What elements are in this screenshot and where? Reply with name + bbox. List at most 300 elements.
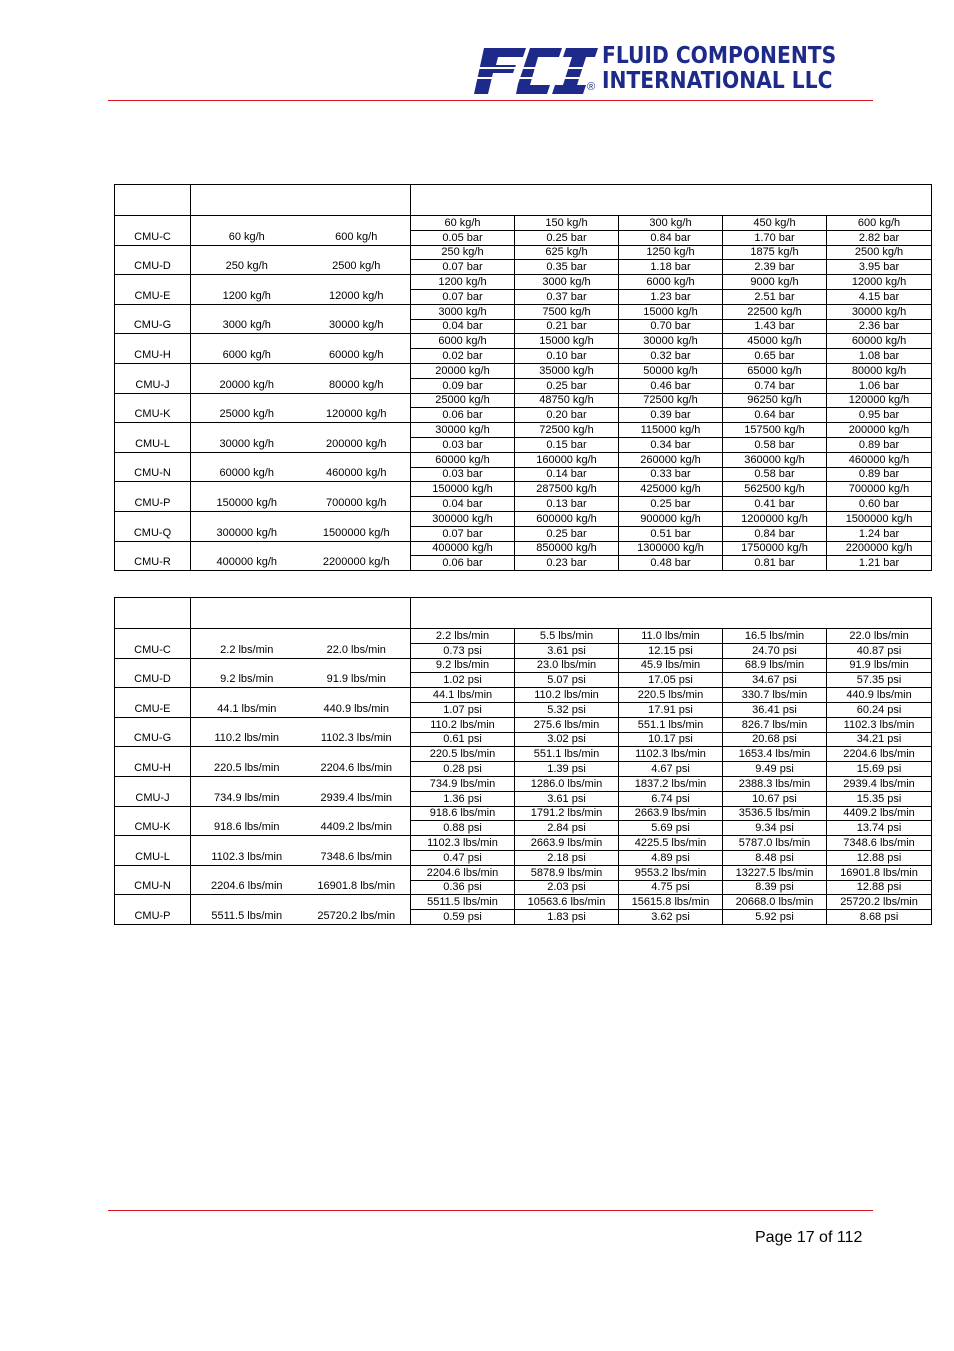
max-flow-cell: 1500000 kg/h bbox=[303, 511, 411, 541]
flow-rate-cell: 45000 kg/h bbox=[723, 334, 827, 349]
pressure-drop-cell: 0.39 bar bbox=[619, 408, 723, 423]
pressure-drop-cell: 0.47 psi bbox=[411, 850, 515, 865]
model-cell: CMU-C bbox=[115, 629, 191, 659]
max-flow-cell: 25720.2 lbs/min bbox=[303, 895, 411, 925]
flow-rate-cell: 13227.5 lbs/min bbox=[723, 865, 827, 880]
flow-rate-cell: 6000 kg/h bbox=[619, 275, 723, 290]
pressure-drop-cell: 0.20 bar bbox=[515, 408, 619, 423]
pressure-drop-cell: 1.43 bar bbox=[723, 319, 827, 334]
flow-rate-cell: 3536.5 lbs/min bbox=[723, 806, 827, 821]
flow-rate-cell: 80000 kg/h bbox=[827, 363, 932, 378]
flow-rate-cell: 5787.0 lbs/min bbox=[723, 836, 827, 851]
min-flow-cell: 1200 kg/h bbox=[191, 275, 303, 305]
model-cell: CMU-E bbox=[115, 688, 191, 718]
pressure-drop-cell: 0.58 bar bbox=[723, 437, 827, 452]
flow-rate-cell: 3000 kg/h bbox=[515, 275, 619, 290]
pressure-drop-cell: 0.51 bar bbox=[619, 526, 723, 541]
flow-rate-cell: 1102.3 lbs/min bbox=[411, 836, 515, 851]
model-cell: CMU-J bbox=[115, 363, 191, 393]
flow-rate-cell: 11.0 lbs/min bbox=[619, 629, 723, 644]
pressure-drop-cell: 0.02 bar bbox=[411, 349, 515, 364]
pressure-drop-cell: 0.37 bar bbox=[515, 289, 619, 304]
table-row-flow bbox=[115, 482, 932, 497]
flow-rate-cell: 4225.5 lbs/min bbox=[619, 836, 723, 851]
table-row-flow bbox=[115, 629, 932, 644]
pressure-drop-cell: 0.25 bar bbox=[619, 497, 723, 512]
pressure-drop-cell: 5.32 psi bbox=[515, 702, 619, 717]
flow-rate-cell: 25000 kg/h bbox=[411, 393, 515, 408]
flow-rate-cell: 1250 kg/h bbox=[619, 245, 723, 260]
flow-rate-cell: 562500 kg/h bbox=[723, 482, 827, 497]
flow-rate-cell: 850000 kg/h bbox=[515, 541, 619, 556]
header-cell-pressure-drop bbox=[411, 598, 932, 629]
flow-rate-cell: 1102.3 lbs/min bbox=[827, 717, 932, 732]
table-row-flow bbox=[115, 541, 932, 556]
flow-rate-cell: 15000 kg/h bbox=[619, 304, 723, 319]
pressure-drop-cell: 0.81 bar bbox=[723, 556, 827, 571]
flow-rate-cell: 68.9 lbs/min bbox=[723, 658, 827, 673]
model-cell: CMU-D bbox=[115, 245, 191, 275]
pressure-drop-cell: 2.18 psi bbox=[515, 850, 619, 865]
table-row-flow bbox=[115, 511, 932, 526]
flow-rate-cell: 275.6 lbs/min bbox=[515, 717, 619, 732]
pressure-drop-cell: 0.84 bar bbox=[619, 230, 723, 245]
model-cell: CMU-L bbox=[115, 836, 191, 866]
flow-rate-cell: 600000 kg/h bbox=[515, 511, 619, 526]
pressure-drop-cell: 0.73 psi bbox=[411, 643, 515, 658]
min-flow-cell: 734.9 lbs/min bbox=[191, 776, 303, 806]
model-cell: CMU-K bbox=[115, 806, 191, 836]
flow-rate-cell: 120000 kg/h bbox=[827, 393, 932, 408]
flow-rate-cell: 30000 kg/h bbox=[619, 334, 723, 349]
max-flow-cell: 2200000 kg/h bbox=[303, 541, 411, 571]
header-cell-pressure-drop bbox=[411, 185, 932, 216]
model-cell: CMU-C bbox=[115, 216, 191, 246]
flow-rate-cell: 3000 kg/h bbox=[411, 304, 515, 319]
pressure-drop-cell: 1.21 bar bbox=[827, 556, 932, 571]
table-row-flow bbox=[115, 452, 932, 467]
flow-rate-cell: 115000 kg/h bbox=[619, 423, 723, 438]
header-cell-min bbox=[191, 598, 303, 629]
table-row-flow bbox=[115, 806, 932, 821]
pressure-drop-cell: 0.48 bar bbox=[619, 556, 723, 571]
min-flow-cell: 3000 kg/h bbox=[191, 304, 303, 334]
pressure-drop-cell: 4.15 bar bbox=[827, 289, 932, 304]
flow-rate-cell: 1300000 kg/h bbox=[619, 541, 723, 556]
pressure-drop-cell: 1.36 psi bbox=[411, 791, 515, 806]
pressure-drop-cell: 0.65 bar bbox=[723, 349, 827, 364]
model-cell: CMU-J bbox=[115, 776, 191, 806]
pressure-drop-cell: 12.88 psi bbox=[827, 880, 932, 895]
max-flow-cell: 2500 kg/h bbox=[303, 245, 411, 275]
flow-rate-cell: 1875 kg/h bbox=[723, 245, 827, 260]
pressure-drop-cell: 10.67 psi bbox=[723, 791, 827, 806]
pressure-drop-cell: 36.41 psi bbox=[723, 702, 827, 717]
flow-rate-cell: 16901.8 lbs/min bbox=[827, 865, 932, 880]
flow-rate-cell: 110.2 lbs/min bbox=[411, 717, 515, 732]
flow-rate-cell: 35000 kg/h bbox=[515, 363, 619, 378]
flow-rate-cell: 2204.6 lbs/min bbox=[411, 865, 515, 880]
pressure-drop-cell: 0.04 bar bbox=[411, 319, 515, 334]
header-rule bbox=[108, 100, 873, 101]
flow-rate-cell: 7348.6 lbs/min bbox=[827, 836, 932, 851]
max-flow-cell: 120000 kg/h bbox=[303, 393, 411, 423]
flow-rate-cell: 110.2 lbs/min bbox=[515, 688, 619, 703]
flow-rate-cell: 6000 kg/h bbox=[411, 334, 515, 349]
min-flow-cell: 250 kg/h bbox=[191, 245, 303, 275]
flow-rate-cell: 15000 kg/h bbox=[515, 334, 619, 349]
header-cell-model bbox=[115, 185, 191, 216]
flow-rate-cell: 1837.2 lbs/min bbox=[619, 776, 723, 791]
table-row-flow bbox=[115, 836, 932, 851]
pressure-drop-cell: 1.06 bar bbox=[827, 378, 932, 393]
pressure-drop-cell: 0.60 bar bbox=[827, 497, 932, 512]
min-flow-cell: 220.5 lbs/min bbox=[191, 747, 303, 777]
max-flow-cell: 30000 kg/h bbox=[303, 304, 411, 334]
flow-rate-cell: 625 kg/h bbox=[515, 245, 619, 260]
min-flow-cell: 300000 kg/h bbox=[191, 511, 303, 541]
flow-rate-cell: 1200 kg/h bbox=[411, 275, 515, 290]
max-flow-cell: 80000 kg/h bbox=[303, 363, 411, 393]
flow-rate-cell: 5511.5 lbs/min bbox=[411, 895, 515, 910]
max-flow-cell: 1102.3 lbs/min bbox=[303, 717, 411, 747]
flow-rate-cell: 23.0 lbs/min bbox=[515, 658, 619, 673]
flow-rate-cell: 30000 kg/h bbox=[827, 304, 932, 319]
min-flow-cell: 150000 kg/h bbox=[191, 482, 303, 512]
flow-rate-cell: 2939.4 lbs/min bbox=[827, 776, 932, 791]
max-flow-cell: 440.9 lbs/min bbox=[303, 688, 411, 718]
table-row-flow bbox=[115, 363, 932, 378]
flow-rate-cell: 157500 kg/h bbox=[723, 423, 827, 438]
flow-rate-cell: 60 kg/h bbox=[411, 216, 515, 231]
table-row-flow bbox=[115, 393, 932, 408]
pressure-drop-cell: 1.39 psi bbox=[515, 762, 619, 777]
min-flow-cell: 1102.3 lbs/min bbox=[191, 836, 303, 866]
company-name-line2: INTERNATIONAL LLC bbox=[602, 68, 833, 94]
pressure-drop-cell: 0.89 bar bbox=[827, 467, 932, 482]
table-header-row bbox=[115, 185, 932, 216]
min-flow-cell: 9.2 lbs/min bbox=[191, 658, 303, 688]
pressure-drop-cell: 5.92 psi bbox=[723, 910, 827, 925]
registered-mark: ® bbox=[587, 81, 596, 93]
header-cell-model bbox=[115, 598, 191, 629]
flow-rate-cell: 2500 kg/h bbox=[827, 245, 932, 260]
pressure-drop-cell: 10.17 psi bbox=[619, 732, 723, 747]
max-flow-cell: 91.9 lbs/min bbox=[303, 658, 411, 688]
min-flow-cell: 110.2 lbs/min bbox=[191, 717, 303, 747]
pressure-drop-cell: 0.46 bar bbox=[619, 378, 723, 393]
flow-rate-cell: 220.5 lbs/min bbox=[619, 688, 723, 703]
pressure-drop-cell: 20.68 psi bbox=[723, 732, 827, 747]
pressure-drop-cell: 8.39 psi bbox=[723, 880, 827, 895]
pressure-drop-cell: 0.25 bar bbox=[515, 230, 619, 245]
flow-rate-cell: 2.2 lbs/min bbox=[411, 629, 515, 644]
pressure-drop-cell: 0.15 bar bbox=[515, 437, 619, 452]
max-flow-cell: 200000 kg/h bbox=[303, 423, 411, 453]
pressure-drop-cell: 1.02 psi bbox=[411, 673, 515, 688]
flow-rate-cell: 460000 kg/h bbox=[827, 452, 932, 467]
pressure-drop-cell: 12.15 psi bbox=[619, 643, 723, 658]
flow-rate-cell: 250 kg/h bbox=[411, 245, 515, 260]
pressure-drop-cell: 2.51 bar bbox=[723, 289, 827, 304]
company-name bbox=[602, 44, 836, 94]
flow-rate-cell: 4409.2 lbs/min bbox=[827, 806, 932, 821]
pressure-drop-cell: 0.14 bar bbox=[515, 467, 619, 482]
page-number: Page 17 of 112 bbox=[755, 1229, 863, 1246]
pressure-drop-cell: 0.89 bar bbox=[827, 437, 932, 452]
flow-rate-cell: 44.1 lbs/min bbox=[411, 688, 515, 703]
pressure-drop-cell: 3.61 psi bbox=[515, 643, 619, 658]
pressure-drop-cell: 0.04 bar bbox=[411, 497, 515, 512]
flow-rate-cell: 400000 kg/h bbox=[411, 541, 515, 556]
flow-rate-cell: 450 kg/h bbox=[723, 216, 827, 231]
pressure-drop-cell: 0.10 bar bbox=[515, 349, 619, 364]
pressure-drop-cell: 1.18 bar bbox=[619, 260, 723, 275]
model-cell: CMU-N bbox=[115, 452, 191, 482]
max-flow-cell: 600 kg/h bbox=[303, 216, 411, 246]
pressure-drop-cell: 0.35 bar bbox=[515, 260, 619, 275]
pressure-drop-cell: 5.69 psi bbox=[619, 821, 723, 836]
min-flow-cell: 44.1 lbs/min bbox=[191, 688, 303, 718]
model-cell: CMU-L bbox=[115, 423, 191, 453]
pressure-drop-cell: 8.68 psi bbox=[827, 910, 932, 925]
flow-rate-cell: 15615.8 lbs/min bbox=[619, 895, 723, 910]
pressure-drop-cell: 15.69 psi bbox=[827, 762, 932, 777]
pressure-drop-cell: 0.33 bar bbox=[619, 467, 723, 482]
flow-rate-cell: 200000 kg/h bbox=[827, 423, 932, 438]
pressure-drop-cell: 0.03 bar bbox=[411, 437, 515, 452]
table-row-flow bbox=[115, 334, 932, 349]
pressure-drop-cell: 34.67 psi bbox=[723, 673, 827, 688]
flow-rate-cell: 1286.0 lbs/min bbox=[515, 776, 619, 791]
pressure-drop-cell: 4.67 psi bbox=[619, 762, 723, 777]
flow-rate-cell: 9553.2 lbs/min bbox=[619, 865, 723, 880]
header-cell-max bbox=[303, 598, 411, 629]
max-flow-cell: 2939.4 lbs/min bbox=[303, 776, 411, 806]
pressure-drop-cell: 3.61 psi bbox=[515, 791, 619, 806]
imperial-pressure-drop-table bbox=[114, 597, 932, 925]
pressure-drop-cell: 0.07 bar bbox=[411, 289, 515, 304]
pressure-drop-cell: 0.74 bar bbox=[723, 378, 827, 393]
flow-rate-cell: 2200000 kg/h bbox=[827, 541, 932, 556]
min-flow-cell: 25000 kg/h bbox=[191, 393, 303, 423]
model-cell: CMU-Q bbox=[115, 511, 191, 541]
pressure-drop-cell: 0.06 bar bbox=[411, 556, 515, 571]
flow-rate-cell: 12000 kg/h bbox=[827, 275, 932, 290]
header-cell-max bbox=[303, 185, 411, 216]
model-cell: CMU-P bbox=[115, 895, 191, 925]
min-flow-cell: 30000 kg/h bbox=[191, 423, 303, 453]
flow-rate-cell: 22.0 lbs/min bbox=[827, 629, 932, 644]
table-row-flow bbox=[115, 688, 932, 703]
flow-rate-cell: 1791.2 lbs/min bbox=[515, 806, 619, 821]
model-cell: CMU-G bbox=[115, 717, 191, 747]
pressure-drop-cell: 9.49 psi bbox=[723, 762, 827, 777]
pressure-drop-cell: 0.25 bar bbox=[515, 378, 619, 393]
flow-rate-cell: 30000 kg/h bbox=[411, 423, 515, 438]
pressure-drop-cell: 0.88 psi bbox=[411, 821, 515, 836]
pressure-drop-cell: 0.34 bar bbox=[619, 437, 723, 452]
pressure-drop-cell: 2.82 bar bbox=[827, 230, 932, 245]
flow-rate-cell: 287500 kg/h bbox=[515, 482, 619, 497]
table-header-row bbox=[115, 598, 932, 629]
max-flow-cell: 460000 kg/h bbox=[303, 452, 411, 482]
flow-rate-cell: 826.7 lbs/min bbox=[723, 717, 827, 732]
metric-table-body bbox=[115, 185, 932, 571]
pressure-drop-cell: 17.05 psi bbox=[619, 673, 723, 688]
flow-rate-cell: 45.9 lbs/min bbox=[619, 658, 723, 673]
flow-rate-cell: 440.9 lbs/min bbox=[827, 688, 932, 703]
company-name-line1: FLUID COMPONENTS bbox=[602, 43, 837, 69]
model-cell: CMU-R bbox=[115, 541, 191, 571]
pressure-drop-cell: 3.02 psi bbox=[515, 732, 619, 747]
pressure-drop-cell: 1.83 psi bbox=[515, 910, 619, 925]
flow-rate-cell: 150 kg/h bbox=[515, 216, 619, 231]
flow-rate-cell: 65000 kg/h bbox=[723, 363, 827, 378]
header-cell-min bbox=[191, 185, 303, 216]
max-flow-cell: 60000 kg/h bbox=[303, 334, 411, 364]
flow-rate-cell: 300 kg/h bbox=[619, 216, 723, 231]
pressure-drop-cell: 0.03 bar bbox=[411, 467, 515, 482]
flow-rate-cell: 96250 kg/h bbox=[723, 393, 827, 408]
fci-logo-icon bbox=[474, 46, 598, 96]
flow-rate-cell: 260000 kg/h bbox=[619, 452, 723, 467]
pressure-drop-cell: 0.95 bar bbox=[827, 408, 932, 423]
pressure-drop-cell: 0.07 bar bbox=[411, 260, 515, 275]
pressure-drop-cell: 1.23 bar bbox=[619, 289, 723, 304]
metric-pressure-drop-table bbox=[114, 184, 932, 571]
footer-rule bbox=[108, 1210, 873, 1211]
flow-rate-cell: 2204.6 lbs/min bbox=[827, 747, 932, 762]
max-flow-cell: 12000 kg/h bbox=[303, 275, 411, 305]
max-flow-cell: 700000 kg/h bbox=[303, 482, 411, 512]
model-cell: CMU-D bbox=[115, 658, 191, 688]
model-cell: CMU-E bbox=[115, 275, 191, 305]
model-cell: CMU-H bbox=[115, 334, 191, 364]
table-row-flow bbox=[115, 747, 932, 762]
flow-rate-cell: 551.1 lbs/min bbox=[619, 717, 723, 732]
pressure-drop-cell: 4.75 psi bbox=[619, 880, 723, 895]
flow-rate-cell: 5.5 lbs/min bbox=[515, 629, 619, 644]
company-logo bbox=[474, 44, 866, 98]
pressure-drop-cell: 2.36 bar bbox=[827, 319, 932, 334]
flow-rate-cell: 330.7 lbs/min bbox=[723, 688, 827, 703]
table-row-flow bbox=[115, 275, 932, 290]
flow-rate-cell: 60000 kg/h bbox=[827, 334, 932, 349]
flow-rate-cell: 91.9 lbs/min bbox=[827, 658, 932, 673]
model-cell: CMU-G bbox=[115, 304, 191, 334]
pressure-drop-cell: 0.28 psi bbox=[411, 762, 515, 777]
flow-rate-cell: 160000 kg/h bbox=[515, 452, 619, 467]
pressure-drop-cell: 6.74 psi bbox=[619, 791, 723, 806]
model-cell: CMU-P bbox=[115, 482, 191, 512]
pressure-drop-cell: 8.48 psi bbox=[723, 850, 827, 865]
flow-rate-cell: 600 kg/h bbox=[827, 216, 932, 231]
flow-rate-cell: 9.2 lbs/min bbox=[411, 658, 515, 673]
min-flow-cell: 2.2 lbs/min bbox=[191, 629, 303, 659]
max-flow-cell: 4409.2 lbs/min bbox=[303, 806, 411, 836]
model-cell: CMU-N bbox=[115, 865, 191, 895]
flow-rate-cell: 1200000 kg/h bbox=[723, 511, 827, 526]
model-cell: CMU-K bbox=[115, 393, 191, 423]
pressure-drop-cell: 24.70 psi bbox=[723, 643, 827, 658]
pressure-drop-cell: 2.03 psi bbox=[515, 880, 619, 895]
table-row-flow bbox=[115, 895, 932, 910]
flow-rate-cell: 60000 kg/h bbox=[411, 452, 515, 467]
table-row-flow bbox=[115, 717, 932, 732]
pressure-drop-cell: 3.95 bar bbox=[827, 260, 932, 275]
flow-rate-cell: 220.5 lbs/min bbox=[411, 747, 515, 762]
flow-rate-cell: 1653.4 lbs/min bbox=[723, 747, 827, 762]
min-flow-cell: 5511.5 lbs/min bbox=[191, 895, 303, 925]
table-row-flow bbox=[115, 423, 932, 438]
flow-rate-cell: 7500 kg/h bbox=[515, 304, 619, 319]
flow-rate-cell: 360000 kg/h bbox=[723, 452, 827, 467]
flow-rate-cell: 1102.3 lbs/min bbox=[619, 747, 723, 762]
pressure-drop-cell: 5.07 psi bbox=[515, 673, 619, 688]
pressure-drop-cell: 0.07 bar bbox=[411, 526, 515, 541]
flow-rate-cell: 50000 kg/h bbox=[619, 363, 723, 378]
pressure-drop-cell: 0.32 bar bbox=[619, 349, 723, 364]
flow-rate-cell: 22500 kg/h bbox=[723, 304, 827, 319]
pressure-drop-cell: 3.62 psi bbox=[619, 910, 723, 925]
pressure-drop-cell: 0.58 bar bbox=[723, 467, 827, 482]
pressure-drop-cell: 0.84 bar bbox=[723, 526, 827, 541]
flow-rate-cell: 2388.3 lbs/min bbox=[723, 776, 827, 791]
flow-rate-cell: 734.9 lbs/min bbox=[411, 776, 515, 791]
flow-rate-cell: 16.5 lbs/min bbox=[723, 629, 827, 644]
pressure-drop-cell: 57.35 psi bbox=[827, 673, 932, 688]
flow-rate-cell: 25720.2 lbs/min bbox=[827, 895, 932, 910]
flow-rate-cell: 20668.0 lbs/min bbox=[723, 895, 827, 910]
min-flow-cell: 60000 kg/h bbox=[191, 452, 303, 482]
pressure-drop-cell: 0.59 psi bbox=[411, 910, 515, 925]
pressure-drop-cell: 13.74 psi bbox=[827, 821, 932, 836]
pressure-drop-cell: 0.23 bar bbox=[515, 556, 619, 571]
pressure-drop-cell: 0.61 psi bbox=[411, 732, 515, 747]
min-flow-cell: 2204.6 lbs/min bbox=[191, 865, 303, 895]
pressure-drop-cell: 1.70 bar bbox=[723, 230, 827, 245]
pressure-drop-cell: 0.70 bar bbox=[619, 319, 723, 334]
pressure-drop-cell: 60.24 psi bbox=[827, 702, 932, 717]
pressure-drop-cell: 2.84 psi bbox=[515, 821, 619, 836]
table-row-flow bbox=[115, 245, 932, 260]
pressure-drop-cell: 34.21 psi bbox=[827, 732, 932, 747]
max-flow-cell: 2204.6 lbs/min bbox=[303, 747, 411, 777]
flow-rate-cell: 72500 kg/h bbox=[619, 393, 723, 408]
flow-rate-cell: 10563.6 lbs/min bbox=[515, 895, 619, 910]
pressure-drop-cell: 1.24 bar bbox=[827, 526, 932, 541]
pressure-drop-cell: 9.34 psi bbox=[723, 821, 827, 836]
flow-rate-cell: 2663.9 lbs/min bbox=[619, 806, 723, 821]
flow-rate-cell: 48750 kg/h bbox=[515, 393, 619, 408]
table-row-flow bbox=[115, 216, 932, 231]
pressure-drop-cell: 0.09 bar bbox=[411, 378, 515, 393]
flow-rate-cell: 700000 kg/h bbox=[827, 482, 932, 497]
pressure-drop-cell: 0.25 bar bbox=[515, 526, 619, 541]
table-row-flow bbox=[115, 304, 932, 319]
pressure-drop-cell: 1.07 psi bbox=[411, 702, 515, 717]
flow-rate-cell: 1750000 kg/h bbox=[723, 541, 827, 556]
flow-rate-cell: 2663.9 lbs/min bbox=[515, 836, 619, 851]
pressure-drop-cell: 0.05 bar bbox=[411, 230, 515, 245]
min-flow-cell: 918.6 lbs/min bbox=[191, 806, 303, 836]
table-row-flow bbox=[115, 658, 932, 673]
min-flow-cell: 20000 kg/h bbox=[191, 363, 303, 393]
max-flow-cell: 16901.8 lbs/min bbox=[303, 865, 411, 895]
pressure-drop-cell: 4.89 psi bbox=[619, 850, 723, 865]
pressure-drop-cell: 0.21 bar bbox=[515, 319, 619, 334]
